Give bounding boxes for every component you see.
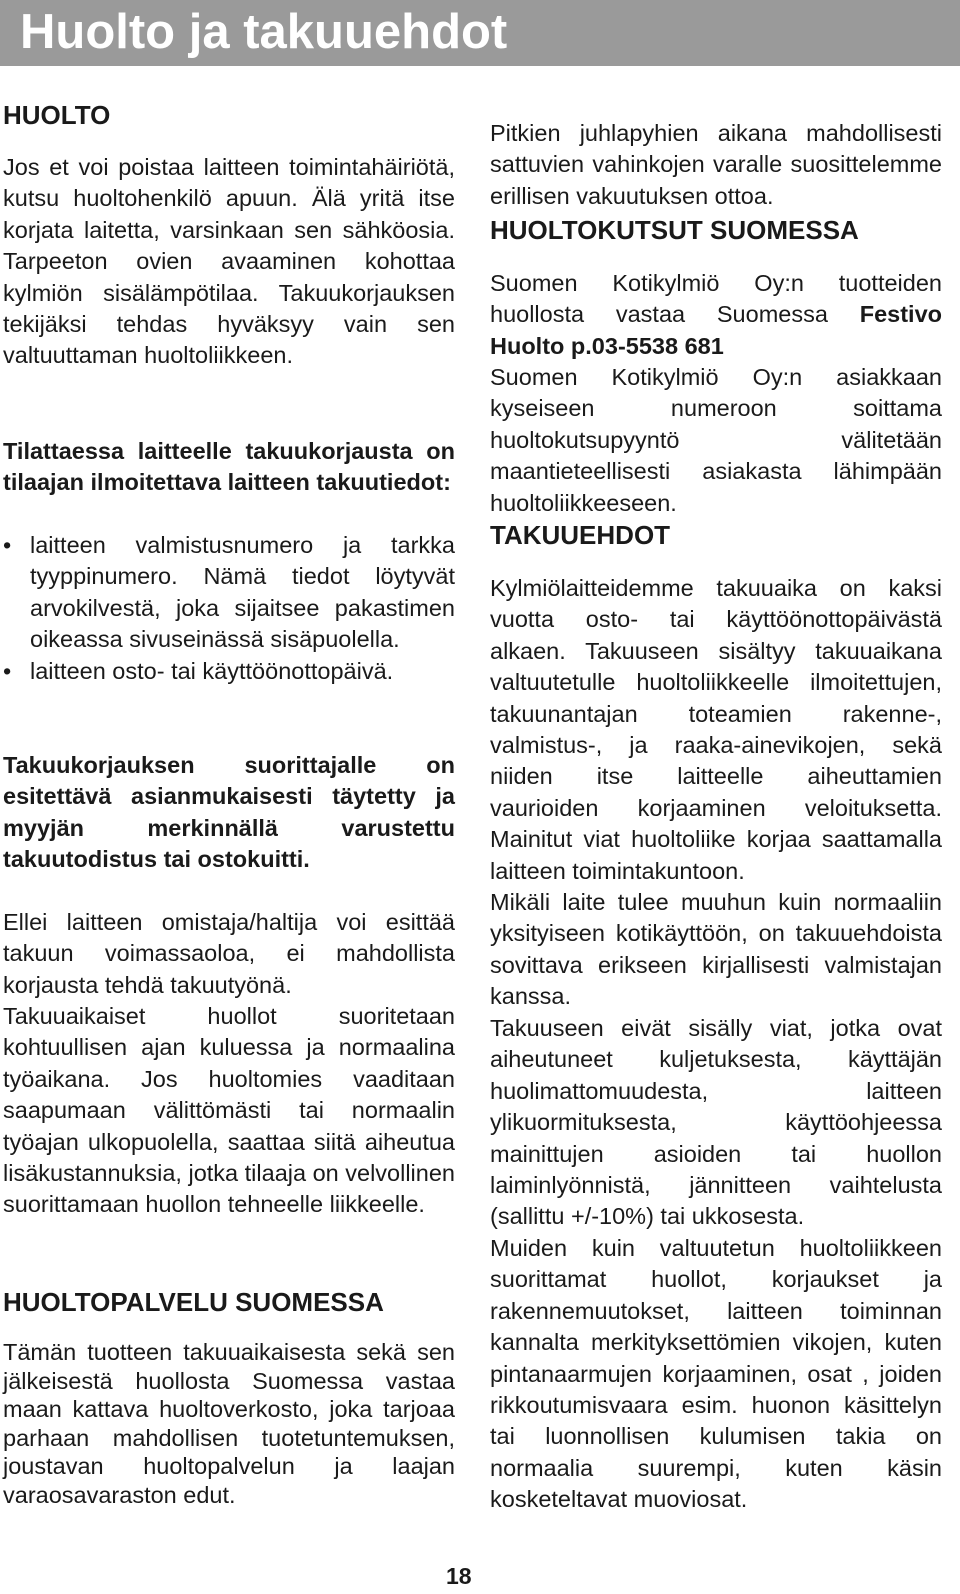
- exclusions-paragraph: Takuuseen eivät sisälly viat, jotka ovat aiheutuneet kuljetuksesta, käyttäjän huolimattomuudesta, laitteen ylikuormituksesta, käyttöohjeessa mainittujen asioiden tai huollon laiminlyönnistä, jännitteen vaihtelusta (sallittu +/-10%) tai ukkosesta.: [490, 1015, 942, 1230]
- bullet-icon: •: [3, 532, 12, 558]
- non-domestic-use-paragraph: Mikäli laite tulee muuhun kuin normaaliin yksityiseen kotikäyttöön, on takuuehdoista sovittava erikseen kirjallisesti valmistajan kanssa.: [490, 889, 942, 1010]
- service-call-paragraph: [490, 268, 942, 362]
- warranty-validity-paragraph: Ellei laitteen omistaja/haltija voi esittää takuun voimassaoloa, ei mahdollista korjausta tehdä takuutyönä.: [3, 909, 455, 998]
- other-exclusions-paragraph: Muiden kuin valtuutetun huoltoliikkeen suorittamat huollot, korjaukset ja rakennemuutokset, laitteen toiminnan kannalta merkityksettömien vikojen, kuten pintanaarmujen korjaaminen, osat , joiden rikkoutumisvaara esim. huonon käsittelyn tai luonnollisen kulumisen takia on normaalia suurempi, kuten käsin kosketeltavat muoviosat.: [490, 1235, 942, 1513]
- list-item-text: laitteen valmistusnumero ja tarkka tyyppinumero. Nämä tiedot löytyvät arvokilvestä, joka sijaitsee pakastimen oikeassa sivuseinässä sisäpuolella.: [30, 532, 455, 653]
- page-title: Huolto ja takuuehdot: [20, 5, 508, 59]
- huolto-paragraph: Jos et voi poistaa laitteen toimintahäiriötä, kutsu huoltohenkilö apuun. Älä yritä itse korjata laitetta, varsinkaan sen sähköosia. Tarpeeton ovien avaaminen kohottaa kylmiön sisälämpötilaa. Takuukorjauksen tekijäksi tehdas hyväksyy vain sen valtuuttaman huoltoliikkeen.: [3, 154, 455, 369]
- service-call-text: Suomen Kotikylmiö Oy:n tuotteiden huollosta vastaa Suomessa: [490, 270, 942, 328]
- receipt-requirement-paragraph: Takuukorjauksen suorittajalle on esitettävä asianmukaisesti täytetty ja myyjän merkinnällä varustettu takuutodistus tai ostokuitti.: [3, 752, 455, 873]
- huoltopalvelu-heading: HUOLTOPALVELU SUOMESSA: [3, 1287, 384, 1317]
- huolto-heading: HUOLTO: [3, 100, 111, 130]
- warranty-info-list: [3, 530, 455, 687]
- huoltopalvelu-paragraph: Tämän tuotteen takuuaikaisesta sekä sen jälkeisestä huollosta Suomessa vastaa maan kattava huoltoverkosto, joka tarjoaa parhaan mahdollisen tuotetuntemuksen, joustavan huoltopalvelun ja laajan varaosavaraston edut.: [3, 1339, 455, 1508]
- page-number: 18: [446, 1563, 472, 1589]
- list-item: [3, 530, 455, 656]
- list-item-text: laitteen osto- tai käyttöönottopäivä.: [30, 657, 394, 684]
- huoltokutsut-heading: HUOLTOKUTSUT SUOMESSA: [490, 215, 859, 245]
- customer-call-paragraph: Suomen Kotikylmiö Oy:n asiakkaan kyseiseen numeroon soittama huoltokutsupyyntö välitetään maantieteellisesti asiakasta lähimpään huoltoliikkeeseen.: [490, 364, 942, 516]
- takuuehdot-heading: TAKUUEHDOT: [490, 520, 671, 550]
- warranty-request-paragraph: Tilattaessa laitteelle takuukorjausta on tilaajan ilmoitettava laitteen takuutiedot:: [3, 438, 455, 496]
- bullet-icon: •: [3, 657, 12, 684]
- list-item: [3, 656, 455, 687]
- warranty-terms-paragraph: Kylmiölaitteidemme takuuaika on kaksi vuotta osto- tai käyttöönottopäivästä alkaen. Takuuseen sisältyy takuuaikana valtuutetulle huoltoliikkeelle ilmoitettujen, takuunantajan toteamien rakenne-, valmistus-, ja raaka-ainevikojen, sekä niiden itse laitteelle aiheuttamien vaurioiden korjaaminen veloituksetta. Mainitut viat huoltoliike korjaa saattamalla laitteen toimintakuntoon.: [490, 575, 942, 884]
- warranty-service-hours-paragraph: Takuuaikaiset huollot suoritetaan kohtuullisen ajan kuluessa ja normaalina työaikana. Jos huoltomies vaaditaan saapumaan välittömästi tai normaalin työajan ulkopuolella, saattaa siitä aiheutua lisäkustannuksia, jotka tilaaja on velvollinen suorittamaan huollon tehneelle liikkeelle.: [3, 1003, 455, 1218]
- page-header-banner: [0, 0, 960, 66]
- holiday-insurance-paragraph: Pitkien juhlapyhien aikana mahdollisesti sattuvien vahinkojen varalle suosittelemme erillisen vakuutuksen ottoa.: [490, 120, 942, 209]
- service-contact: Festivo Huolto p.03-5538 681: [490, 301, 942, 359]
